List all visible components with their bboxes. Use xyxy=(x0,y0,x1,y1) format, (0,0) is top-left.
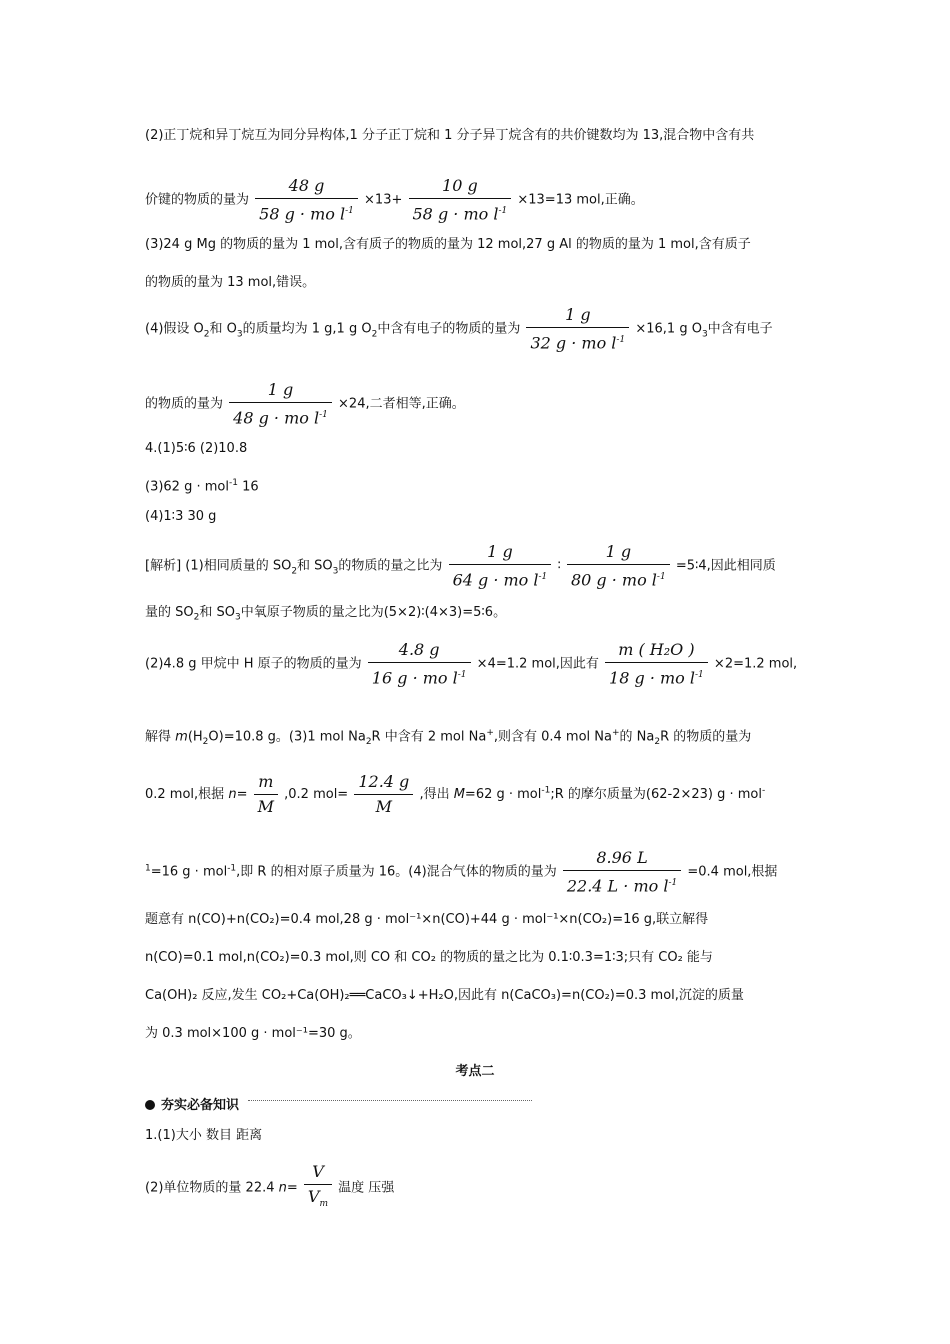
text-line: $^1$=16 g · mol$^{-1}$,即 R 的相对原子质量为 16。(4)混合气体的物质的量为 $\frac{8.96 L}{22.4 L \cdot mo l^{-1}}$ =0.4 mol,根据 xyxy=(145,848,778,896)
text-line: [解析] (1)相同质量的 $SO_2$和 $SO_3$的物质的量之比为 $\frac{1 g}{64 g \cdot mo l^{-1}}$ ∶ $\frac{1 g}{80 g \cdot mo l^{-1}}$ =5∶4,因此相同质 xyxy=(145,542,776,590)
answer-line: (2)单位物质的量 22.4 n= $\frac{V}{V_m}$ 温度 压强 xyxy=(145,1162,394,1214)
answer-line: (4)1∶3 30 g xyxy=(145,509,217,524)
text-line: 0.2 mol,根据 n= $\frac{m}{M}$ ,0.2 mol= $\frac{12.4 g}{M}$ ,得出 M=62 g · mol$^{-1}$;R 的摩尔质量为(62-2×23) g · mol- xyxy=(145,772,766,816)
text-line: 量的 $SO_2$和 $SO_3$中氧原子物质的量之比为(5×2)∶(4×3)=5∶6。 xyxy=(145,605,507,623)
section-title: 考点二 xyxy=(455,1064,495,1079)
answer-line: 1.(1)大小 数目 距离 xyxy=(145,1128,263,1143)
fraction: $\frac{1 g}{48 g \cdot mo l^{-1}}$ xyxy=(229,380,332,428)
text-line xyxy=(145,176,644,224)
answer-line: (3)62 g · mol$^{-1}$ 16 xyxy=(145,478,259,495)
answer-line: 4.(1)5∶6 (2)10.8 xyxy=(145,441,248,456)
fraction: $\frac{1 g}{32 g \cdot mo l^{-1}}$ xyxy=(526,305,629,353)
text-line: 题意有 n(CO)+n(CO₂)=0.4 mol,28 g · mol⁻¹×n(CO)+44 g · mol⁻¹×n(CO₂)=16 g,联立解得 xyxy=(145,912,709,927)
fraction: $\frac{m}{M}$ xyxy=(254,772,278,817)
bullet-icon xyxy=(145,1100,155,1110)
fraction: $\frac{8.96 L}{22.4 L \cdot mo l^{-1}}$ xyxy=(563,848,681,896)
fraction: $\frac{1 g}{80 g \cdot mo l^{-1}}$ xyxy=(567,542,670,590)
section-header: 夯实必备知识 xyxy=(145,1094,239,1113)
text-line: Ca(OH)₂ 反应,发生 CO₂+Ca(OH)₂══CaCO₃↓+H₂O,因此有 n(CaCO₃)=n(CO₂)=0.3 mol,沉淀的质量 xyxy=(145,988,744,1003)
fraction: $\frac{4.8 g}{16 g \cdot mo l^{-1}}$ xyxy=(368,640,471,688)
fraction: $\frac{V}{V_m}$ xyxy=(304,1162,332,1214)
fraction: $\frac{48 g}{58 g \cdot mo l^{-1}}$ xyxy=(255,176,358,224)
text-line: 的物质的量为 13 mol,错误。 xyxy=(145,275,316,290)
text: 价键的物质的量为 xyxy=(145,192,250,208)
text-line: (4)假设 $O_2$和 $O_3$的质量均为 1 g,1 g $O_2$中含有电子的物质的量为 $\frac{1 g}{32 g \cdot mo l^{-1}}$ ×16,1 g $O_3$中含有电子 xyxy=(145,305,773,353)
fraction: $\frac{1 g}{64 g \cdot mo l^{-1}}$ xyxy=(449,542,552,590)
text-line: 解得 $m(H_2O)=10.8$ g。(3)1 mol $Na_2R$ 中含有 2 mol Na+,则含有 0.4 mol Na+的 $Na_2R$ 的物质的量为 xyxy=(145,728,752,747)
text-line: n(CO)=0.1 mol,n(CO₂)=0.3 mol,则 CO 和 CO₂ 的物质的量之比为 0.1∶0.3=1∶3;只有 CO₂ 能与 xyxy=(145,950,713,965)
fraction: $\frac{10 g}{58 g \cdot mo l^{-1}}$ xyxy=(409,176,512,224)
text-line: 的物质的量为 $\frac{1 g}{48 g \cdot mo l^{-1}}$ ×24,二者相等,正确。 xyxy=(145,380,465,428)
text-line: 为 0.3 mol×100 g · mol⁻¹=30 g。 xyxy=(145,1026,361,1041)
text-line: (2)正丁烷和异丁烷互为同分异构体,1 分子正丁烷和 1 分子异丁烷含有的共价键数均为 13,混合物中含有共 xyxy=(145,128,755,143)
dotted-divider xyxy=(248,1100,532,1101)
fraction: $\frac{\text{m ( H₂O )}}{18 g \cdot mo l^{-1}}$ xyxy=(605,640,708,688)
text-line: (2)4.8 g 甲烷中 H 原子的物质的量为 $\frac{4.8 g}{16 g \cdot mo l^{-1}}$ ×4=1.2 mol,因此有 $\frac{\text{m ( H₂O )}}{18 g \cdot mo l^{-1}}$ ×2=1.2 mol, xyxy=(145,640,798,688)
text: ×13+ xyxy=(364,192,403,208)
text: ×13=13 mol,正确。 xyxy=(517,192,644,208)
fraction: $\frac{12.4 g}{M}$ xyxy=(354,772,413,817)
text-line: (3)24 g Mg 的物质的量为 1 mol,含有质子的物质的量为 12 mol,27 g Al 的物质的量为 1 mol,含有质子 xyxy=(145,237,751,252)
